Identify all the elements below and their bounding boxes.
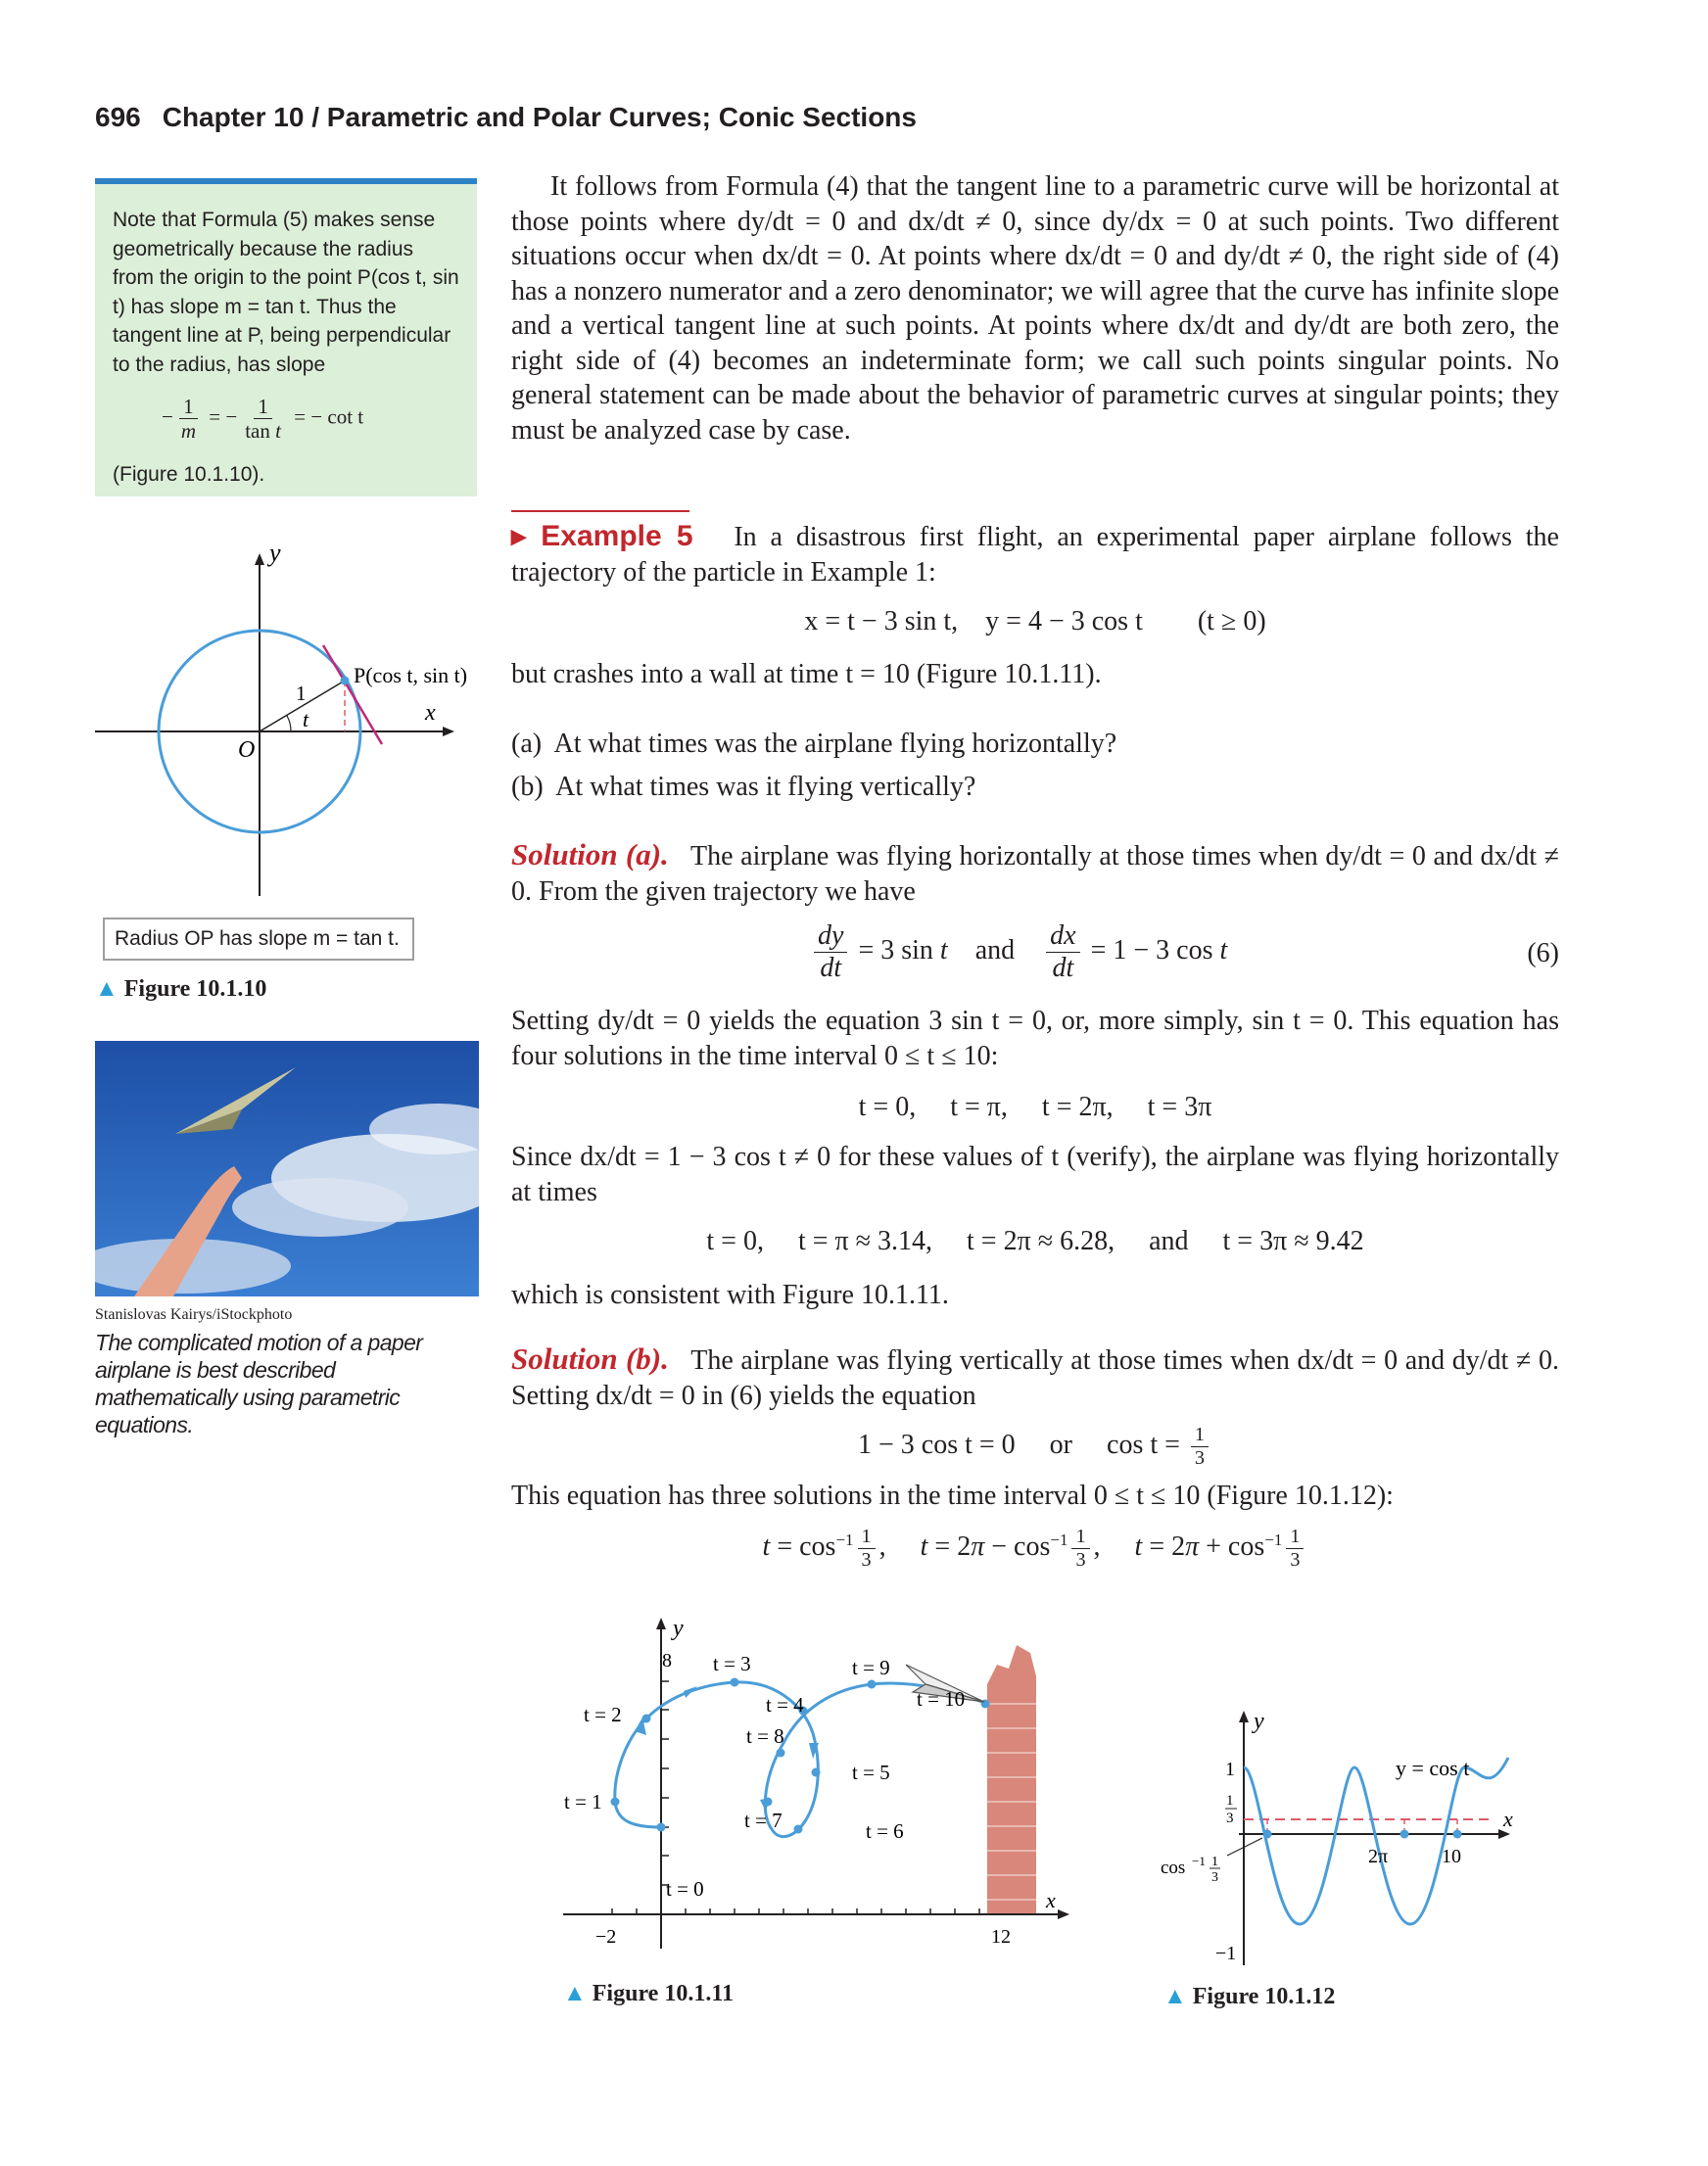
solution-a-text: The airplane was flying horizontally at those times when dy/dt = 0 and dx/dt ≠ 0. From the given trajectory we have <box>511 841 1559 907</box>
fig1012-y-label: y <box>1254 1709 1264 1734</box>
fig1010-x-label: x <box>425 700 436 726</box>
fig1010-point-label: P(cos t, sin t) <box>354 663 468 687</box>
fig1010-origin: O <box>238 737 256 763</box>
photo-credit: Stanislovas Kairys/iStockphoto <box>95 1306 293 1323</box>
solution-b-eq-text: 1 − 3 cos t = 0 or cos t = <box>858 1430 1187 1461</box>
fig1011-label-t1: t = 1 <box>564 1790 602 1813</box>
margin-note <box>95 178 477 496</box>
fig1010-box: Radius OP has slope m = tan t. <box>103 918 414 961</box>
svg-text:cos: cos <box>1161 1858 1186 1878</box>
fig1011-x-label: x <box>1046 1888 1056 1912</box>
solution-a-label: Solution (a). <box>511 837 669 871</box>
fig1011-tick-12: 12 <box>991 1926 1011 1948</box>
fig1011-label-t9: t = 9 <box>852 1656 890 1679</box>
note-ref: (Figure 10.1.10). <box>113 463 265 486</box>
fig1012-tick-2pi: 2π <box>1368 1846 1389 1867</box>
fig1011-tick-neg2: −2 <box>595 1926 617 1948</box>
svg-text:3: 3 <box>1226 1811 1234 1826</box>
fig1011-tick-8: 8 <box>662 1650 672 1672</box>
solution-a-para3: Since dx/dt = 1 − 3 cos t ≠ 0 for these values of t (verify), the airplane was flying horizontally at times <box>511 1142 1559 1207</box>
example-label: ▸ Example 5 <box>511 520 693 552</box>
equation-6: $\frac{dy}{dt}$ = 3 sin t and $\frac{dx}{dt}$ = 1 − 3 cos t (6) <box>511 920 1559 999</box>
fig1010-radius-label: 1 <box>296 682 307 705</box>
fig1011-caption-text: Figure 10.1.11 <box>592 1981 734 2006</box>
fig1012-tick-1: 1 <box>1225 1759 1235 1780</box>
solution-a-solutions: t = 0, t = π, t = 2π, t = 3π <box>858 1092 1212 1122</box>
fig1011-label-t5: t = 5 <box>852 1761 890 1784</box>
svg-text:−1: −1 <box>1192 1854 1206 1868</box>
note-text: Note that Formula (5) makes sense geometrically because the radius from the origin to the point P(cos t, sin t) has slope m = tan t. Thus the tangent line at P, being perpendicular to the radius, has slope <box>113 209 459 376</box>
solution-b-text: The airplane was flying vertically at those times when dx/dt = 0 and dy/dt ≠ 0. Setting dx/dt = 0 in (6) yields the equation <box>511 1345 1559 1411</box>
solution-a-para2: Setting dy/dt = 0 yields the equation 3 sin t = 0, or, more simply, sin t = 0. This equation has four solutions in the time interval 0 ≤ t ≤ 10: <box>511 1006 1559 1071</box>
solution-b-label: Solution (b). <box>511 1342 669 1376</box>
example-rule <box>511 510 689 512</box>
solution-a-para4: which is consistent with Figure 10.1.11. <box>511 1280 949 1310</box>
chapter-title: Chapter 10 / Parametric and Polar Curves; Conic Sections <box>162 102 917 132</box>
fig1011-label-t7: t = 7 <box>744 1809 783 1832</box>
photo-caption: The complicated motion of a paper airplane is best described mathematically using parametric equations. <box>95 1330 423 1437</box>
fig1011-label-t4: t = 4 <box>766 1693 804 1717</box>
fig1011-caption: ▲ Figure 10.1.11 <box>563 1981 734 2006</box>
eq-number-6: (6) <box>1527 938 1559 968</box>
fig1010-y-label: y <box>269 543 281 567</box>
fig1012-caption-text: Figure 10.1.12 <box>1192 1984 1336 2009</box>
fig1010-caption: ▲ Figure 10.1.10 <box>95 976 267 1002</box>
fig1011-label-t0: t = 0 <box>666 1877 704 1901</box>
fig1011-label-t8: t = 8 <box>746 1724 784 1748</box>
intro-paragraph: It follows from Formula (4) that the tangent line to a parametric curve will be horizontal at those points where dy/dt = 0 and dx/dt ≠ 0, since dy/dx = 0 at such points. Two different situations occur when dx/dt = 0. At points where dx/dt = 0 and dy/dt ≠ 0, the right side of (4) has a nonzero numerator and a zero denominator; we will agree that the curve has infinite slope and a vertical tangent line at such points. At points where dx/dt and dy/dt are both zero, the right side of (4) becomes an indeterminate form; we call such points singular points. No general statement can be made about the behavior of parametric curves at singular points; they must be analyzed case by case. <box>511 171 1559 446</box>
figure-10-1-12 <box>1151 1699 1523 1973</box>
fig1011-label-t3: t = 3 <box>713 1652 751 1675</box>
note-formula: − $\frac{1}{m}$ = − $\frac{1}{\text{tan t}}$ = − cot t <box>162 395 364 444</box>
fig1012-curve-label: y = cos t <box>1396 1756 1470 1780</box>
solution-b <box>511 1342 1559 1413</box>
svg-text:1: 1 <box>1211 1855 1218 1869</box>
fig1011-label-t6: t = 6 <box>866 1819 904 1843</box>
example-5 <box>511 519 1559 589</box>
example-crash: but crashes into a wall at time t = 10 (Figure 10.1.11). <box>511 659 1102 689</box>
fig1011-y-label: y <box>673 1616 684 1641</box>
solution-b-roots: $t = \cos^{-1}$ $\frac{1}{3}$ , $t = 2\pi - \cos^{-1}$ $\frac{1}{3}$ , $t = 2\pi + \cos^{-1}$ $\frac{1}{3}$ <box>511 1526 1559 1572</box>
fig1012-tick-10: 10 <box>1442 1846 1461 1867</box>
figure-10-1-10 <box>95 543 487 974</box>
solution-b-para2: This equation has three solutions in the time interval 0 ≤ t ≤ 10 (Figure 10.1.12): <box>511 1481 1394 1511</box>
svg-text:3: 3 <box>1211 1870 1218 1885</box>
figure-10-1-11 <box>548 1606 1097 1958</box>
fig1010-angle-label: t <box>303 707 309 731</box>
question-a: (a) At what times was the airplane flying horizontally? <box>511 729 1117 759</box>
fig1011-label-t10: t = 10 <box>917 1687 966 1711</box>
running-head <box>95 102 917 133</box>
fig1012-tick-neg1: −1 <box>1215 1943 1237 1964</box>
paper-airplane-photo <box>95 1041 479 1296</box>
fig1012-caption: ▲ Figure 10.1.12 <box>1163 1984 1336 2009</box>
fig1010-caption-text: Figure 10.1.10 <box>123 976 267 1002</box>
page-number: 696 <box>95 102 141 132</box>
example-label-text: Example 5 <box>541 520 693 552</box>
example-equations: x = t − 3 sin t, y = 4 − 3 cos t (t ≥ 0) <box>804 606 1266 636</box>
question-b: (b) At what times was it flying vertically? <box>511 772 976 802</box>
solution-a-times: t = 0, t = π ≈ 3.14, t = 2π ≈ 6.28, and t = 3π ≈ 9.42 <box>706 1226 1364 1256</box>
fig1011-label-t2: t = 2 <box>584 1703 622 1726</box>
solution-b-equation: 1 − 3 cos t = 0 or cos t = $\frac{1}{3}$ <box>511 1424 1559 1470</box>
solution-a <box>511 837 1559 909</box>
svg-text:1: 1 <box>1226 1793 1234 1809</box>
note-formula-right: = − cot t <box>294 404 364 429</box>
fig1012-x-label: x <box>1503 1807 1513 1831</box>
example-statement: In a disastrous first flight, an experimental paper airplane follows the trajectory of the particle in Example 1: <box>511 522 1559 588</box>
